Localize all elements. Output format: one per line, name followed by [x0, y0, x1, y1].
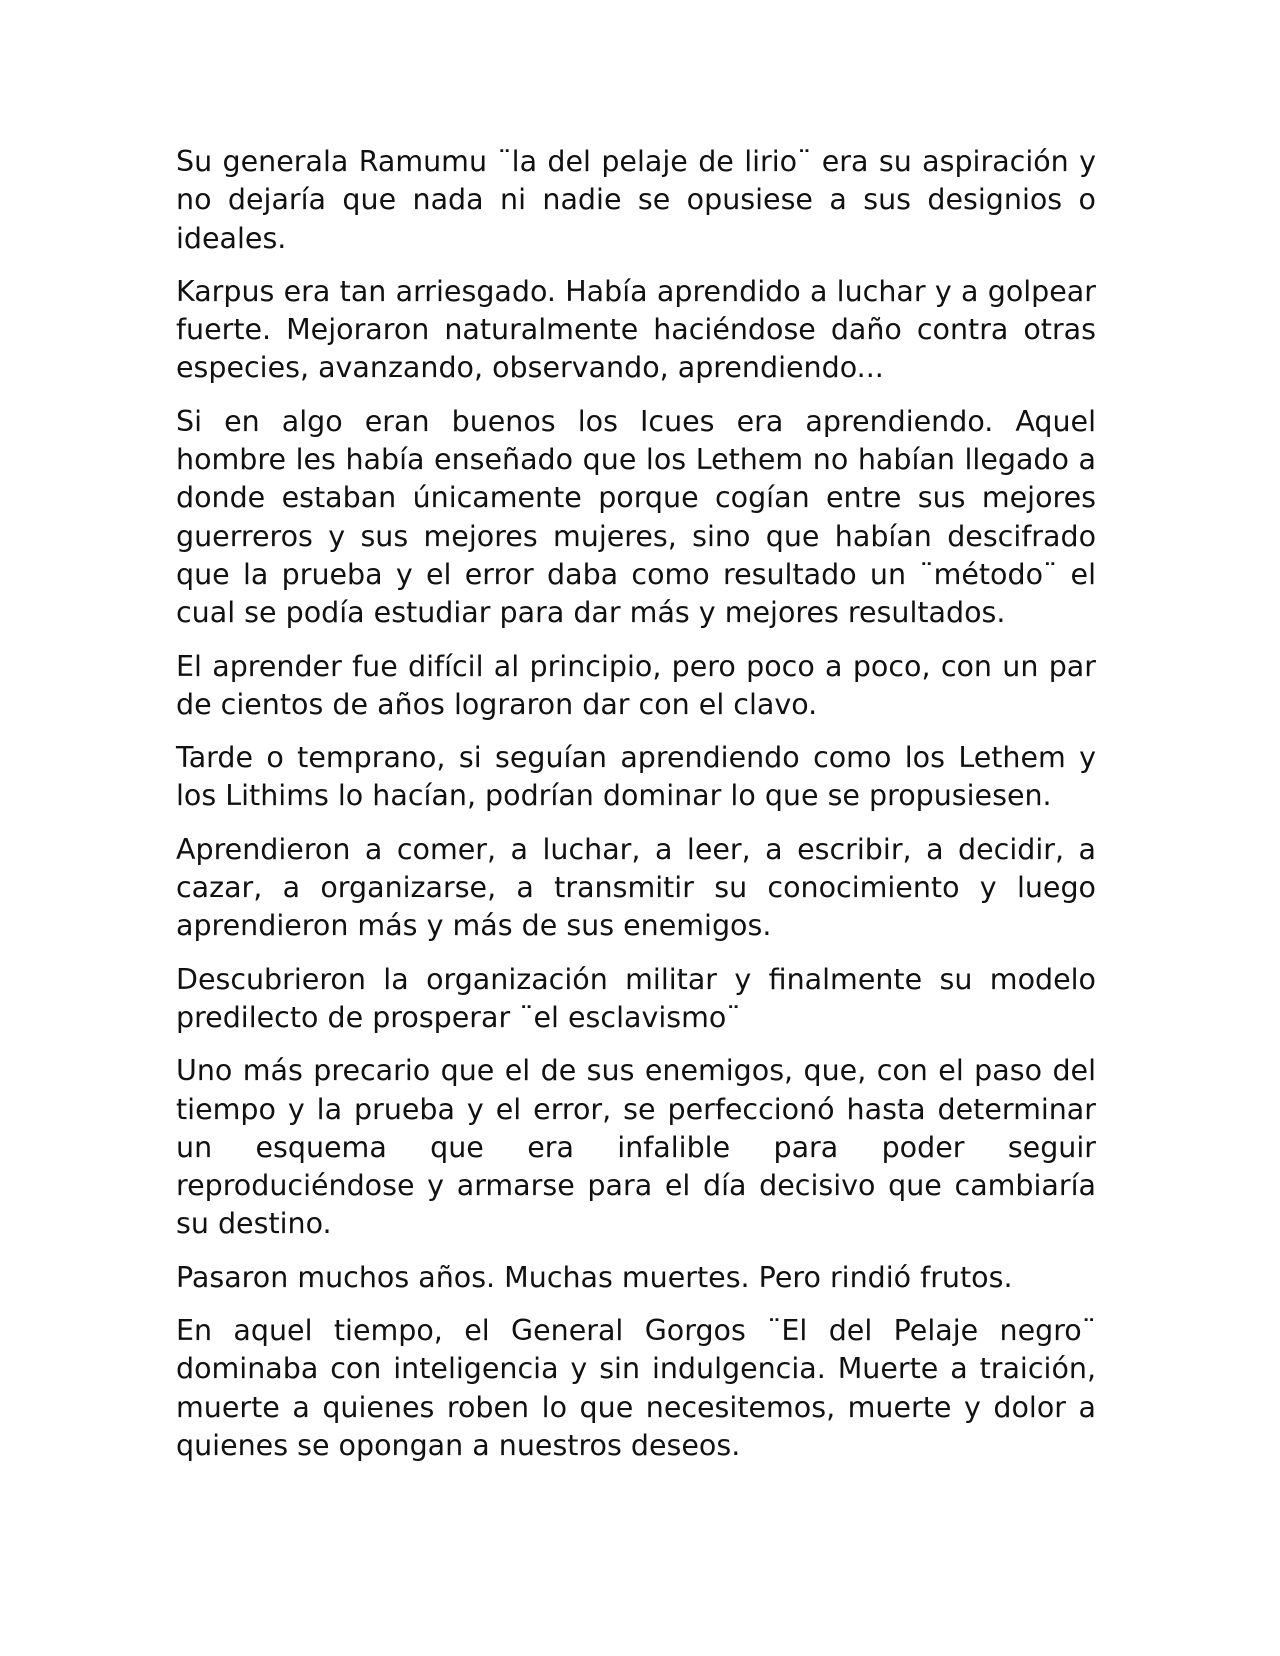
paragraph: Descubrieron la organización militar y finalmente su modelo predilecto de prosperar ¨el esclavismo¨	[176, 962, 1096, 1034]
paragraph: Pasaron muchos años. Muchas muertes. Pero rindió frutos.	[176, 1260, 1013, 1294]
paragraph: Karpus era tan arriesgado. Había aprendido a luchar y a golpear fuerte. Mejoraron naturalmente haciéndose daño contra otras especies, avanzando, observando, aprendiendo...	[176, 274, 1096, 385]
paragraph: Si en algo eran buenos los Icues era aprendiendo. Aquel hombre les había enseñado que los Lethem no habían llegado a donde estaban únicamente porque cogían entre sus mejores guerreros y sus mejores mujeres, sino que habían descifrado que la prueba y el error daba como resultado un ¨método¨ el cual se podía estudiar para dar más y mejores resultados.	[176, 404, 1096, 630]
paragraph: Tarde o temprano, si seguían aprendiendo como los Lethem y los Lithims lo hacían, podrían dominar lo que se propusiesen.	[176, 741, 1096, 813]
paragraph: El aprender fue difícil al principio, pero poco a poco, con un par de cientos de años lograron dar con el clavo.	[176, 649, 1096, 721]
paragraph: Uno más precario que el de sus enemigos, que, con el paso del tiempo y la prueba y el error, se perfeccionó hasta determinar un esquema que era infalible para poder seguir reproduciéndose y armarse para el día decisivo que cambiaría su destino.	[176, 1054, 1096, 1241]
body-text	[176, 143, 1096, 1480]
paragraph: En aquel tiempo, el General Gorgos ¨El del Pelaje negro¨ dominaba con inteligencia y sin indulgencia. Muerte a traición, muerte a quienes roben lo que necesitemos, muerte y dolor a quienes se opongan a nuestros deseos.	[176, 1314, 1096, 1462]
paragraph: Su generala Ramumu ¨la del pelaje de lirio¨ era su aspiración y no dejaría que nada ni nadie se opusiese a sus designios o ideales.	[176, 145, 1096, 255]
paragraph: Aprendieron a comer, a luchar, a leer, a escribir, a decidir, a cazar, a organizarse, a transmitir su conocimiento y luego aprendieron más y más de sus enemigos.	[176, 832, 1096, 943]
